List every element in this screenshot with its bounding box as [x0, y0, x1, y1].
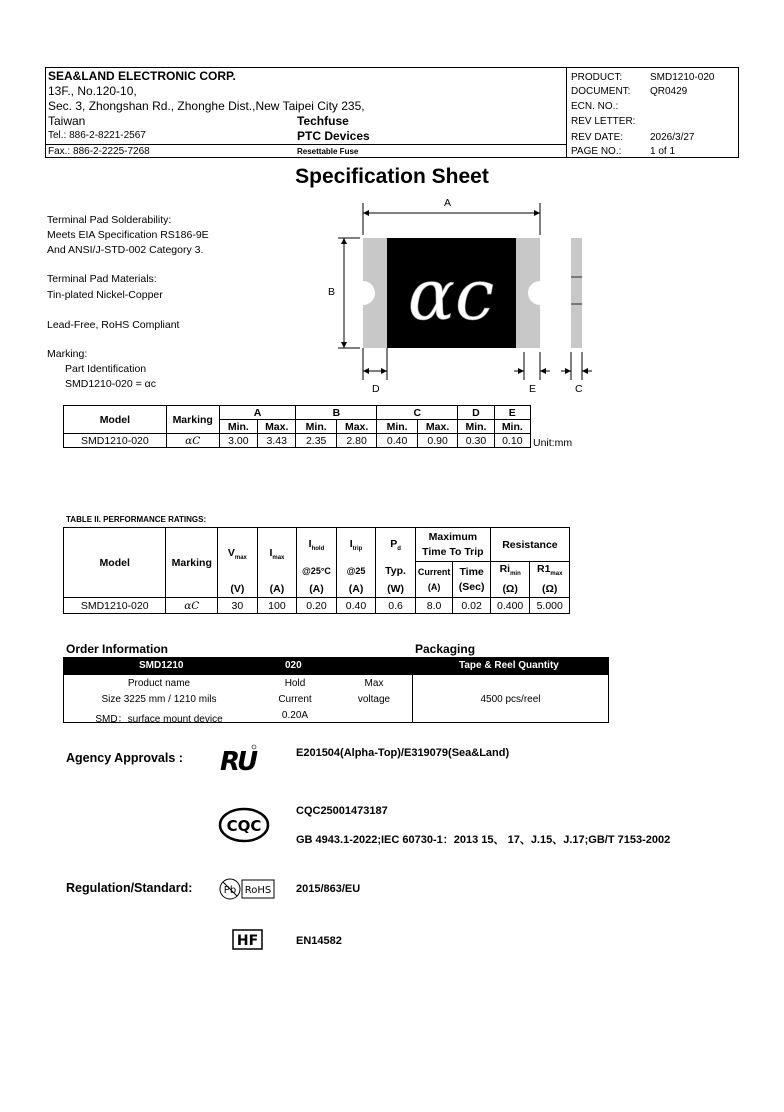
agency-label: Agency Approvals : — [66, 751, 183, 765]
cell: 0.10 — [494, 434, 530, 448]
hf-logo-icon — [232, 929, 264, 951]
cqc-logo-icon — [218, 806, 270, 844]
sub-header: Min. — [296, 420, 336, 434]
address-line-2: Sec. 3, Zhongshan Rd., Zhonghe Dist.,New Taipei City 235, — [48, 99, 365, 113]
cell: 0.40 — [377, 434, 417, 448]
regulation-label: Regulation/Standard: — [66, 881, 193, 895]
cell: SMD1210-020 — [64, 598, 166, 614]
dim-label-e: E — [529, 383, 537, 395]
sub-header: Max. — [258, 420, 296, 434]
page-title: Specification Sheet — [295, 165, 489, 188]
sub-header: @25°C — [297, 562, 337, 581]
cqc-standard: GB 4943.1-2022;IEC 60730-1：2013 15、 17、J.15、J.17;GB/T 7153-2002 — [296, 834, 671, 846]
sub-header: $R1_{max}$ (Ω) — [530, 562, 570, 598]
dim-label-c: C — [575, 383, 583, 395]
cell: 5.000 — [530, 598, 570, 614]
address-line-3: Taiwan — [48, 114, 86, 128]
product-sub: Resettable Fuse — [297, 147, 359, 156]
table-caption: TABLE II. PERFORMANCE RATINGS: — [66, 515, 207, 524]
col-header: $I_{trip}$ — [336, 528, 376, 562]
col-header: D — [458, 406, 494, 420]
field-label: DOCUMENT: — [571, 86, 631, 97]
sub-header: Min. — [219, 420, 257, 434]
field-value: SMD1210-020 — [650, 72, 715, 83]
col-header: $V_{max}$ — [218, 528, 258, 581]
sub-header: $Ri_{min}$ (Ω) — [490, 562, 530, 598]
field-value: QR0429 — [650, 86, 688, 97]
unit: (A) — [297, 580, 337, 597]
order-desc: voltage — [357, 694, 391, 705]
field-label: PAGE NO.: — [571, 146, 622, 157]
product-line: PTC Devices — [297, 129, 370, 143]
cell: 0.02 — [453, 598, 491, 614]
cell: 0.90 — [417, 434, 457, 448]
col-header: Resistance — [490, 528, 569, 562]
ul-logo-icon — [218, 742, 258, 774]
cell: 0.30 — [458, 434, 494, 448]
svg-text:RU: RU — [220, 747, 256, 774]
sub-header: Min. — [458, 420, 494, 434]
order-bar-label: SMD1210 — [139, 660, 184, 671]
marking-text: αc — [407, 254, 495, 336]
materials-line: Tin-plated Nickel-Copper — [47, 289, 163, 301]
col-header: A — [219, 406, 296, 420]
order-bar-label: Tape & Reel Quantity — [459, 660, 559, 671]
order-desc: Current — [278, 694, 312, 705]
brand: Techfuse — [297, 114, 349, 128]
cell: αC — [166, 598, 218, 614]
ul-approval: E201504(Alpha-Top)/E319079(Sea&Land) — [296, 747, 510, 759]
field-value: 1 of 1 — [650, 146, 676, 157]
field-label: REV LETTER: — [571, 116, 636, 127]
sub-header: Max. — [417, 420, 457, 434]
hf-standard: EN14582 — [296, 935, 342, 947]
col-header: C — [377, 406, 458, 420]
order-desc: Product name — [127, 678, 191, 689]
field-label: ECN. NO.: — [571, 101, 619, 112]
cell: 100 — [257, 598, 297, 614]
cell: 2.80 — [336, 434, 376, 448]
cell: SMD1210-020 — [64, 434, 167, 448]
col-header: $I_{hold}$ — [297, 528, 337, 562]
component-drawing — [320, 195, 610, 405]
field-label: PRODUCT: — [571, 72, 623, 83]
company-name: SEA&LAND ELECTRONIC CORP. — [48, 69, 236, 83]
unit: (V) — [218, 580, 258, 597]
sub-header: Time (Sec) — [453, 562, 491, 598]
col-header: $I_{max}$ — [257, 528, 297, 581]
unit: (W) — [376, 580, 416, 597]
tel: Tel.: 886-2-8221-2567 — [48, 130, 146, 141]
col-header: $P_d$ — [376, 528, 416, 562]
field-label: REV DATE: — [571, 132, 624, 143]
solderability-title: Terminal Pad Solderability: — [47, 214, 172, 226]
col-header: Maximum Time To Trip — [415, 528, 490, 562]
solderability-line: Meets EIA Specification RS186-9E — [47, 229, 209, 241]
cell: 2.35 — [296, 434, 336, 448]
sub-header: Min. — [377, 420, 417, 434]
order-desc: Max — [364, 678, 384, 689]
unit: (A) — [336, 580, 376, 597]
cell: 0.20 — [297, 598, 337, 614]
cell: 8.0 — [415, 598, 453, 614]
sub-header: Max. — [336, 420, 376, 434]
dim-label-b: B — [328, 286, 336, 298]
col-header: Model — [64, 406, 167, 434]
marking-line: SMD1210-020 = αc — [65, 378, 156, 390]
svg-text:Pb: Pb — [223, 885, 237, 896]
sub-header: Typ. — [376, 562, 416, 581]
marking-line: Part Identification — [65, 363, 147, 375]
materials-title: Terminal Pad Materials: — [47, 273, 157, 285]
document-header — [45, 67, 739, 158]
col-header: Marking — [166, 528, 218, 598]
field-value: 2026/3/27 — [650, 132, 695, 143]
svg-text:HF: HF — [236, 933, 259, 949]
rohs-logo-icon — [218, 877, 276, 901]
svg-text:CQC: CQC — [226, 817, 262, 835]
cell: 3.43 — [258, 434, 296, 448]
cell: 0.400 — [490, 598, 530, 614]
svg-text:RoHS: RoHS — [244, 885, 272, 896]
cell: αC — [166, 434, 219, 448]
packaging-title: Packaging — [415, 642, 476, 656]
unit: (A) — [257, 580, 297, 597]
header-divider — [566, 68, 567, 157]
cell: 0.40 — [336, 598, 376, 614]
order-title: Order Information — [66, 642, 169, 656]
solderability-line: And ANSI/J-STD-002 Category 3. — [47, 244, 204, 256]
col-header: B — [296, 406, 377, 420]
rohs-directive: 2015/863/EU — [296, 883, 361, 895]
cell: 0.6 — [376, 598, 416, 614]
performance-table — [63, 527, 570, 614]
unit-label: Unit:mm — [533, 437, 573, 449]
cqc-number: CQC25001473187 — [296, 805, 388, 817]
sub-header: Min. — [494, 420, 530, 434]
header-rule — [46, 144, 566, 145]
table-row — [64, 598, 570, 614]
marking-title: Marking: — [47, 348, 88, 360]
cell: 30 — [218, 598, 258, 614]
leadfree-note: Lead-Free, RoHS Compliant — [47, 319, 180, 331]
dim-label-a: A — [444, 197, 452, 209]
col-header: Marking — [166, 406, 219, 434]
dim-label-d: D — [372, 383, 380, 395]
sub-header: Current (A) — [415, 562, 453, 598]
fax: Fax.: 886-2-2225-7268 — [48, 146, 150, 157]
order-desc: 0.20A — [281, 710, 309, 721]
col-header: E — [494, 406, 530, 420]
order-desc: SMD：surface mount device — [95, 714, 223, 725]
side-view — [571, 238, 582, 348]
dimension-table — [63, 405, 531, 448]
order-bar-label: 020 — [285, 660, 302, 671]
order-desc: Hold — [284, 678, 306, 689]
sub-header: @25 — [336, 562, 376, 581]
table-row — [64, 434, 531, 448]
col-header: Model — [64, 528, 166, 598]
address-line-1: 13F., No.120-10, — [48, 84, 137, 98]
packaging-qty: 4500 pcs/reel — [480, 694, 541, 705]
order-box — [63, 657, 609, 723]
order-desc: Size 3225 mm / 1210 mils — [101, 694, 217, 705]
cell: 3.00 — [219, 434, 257, 448]
